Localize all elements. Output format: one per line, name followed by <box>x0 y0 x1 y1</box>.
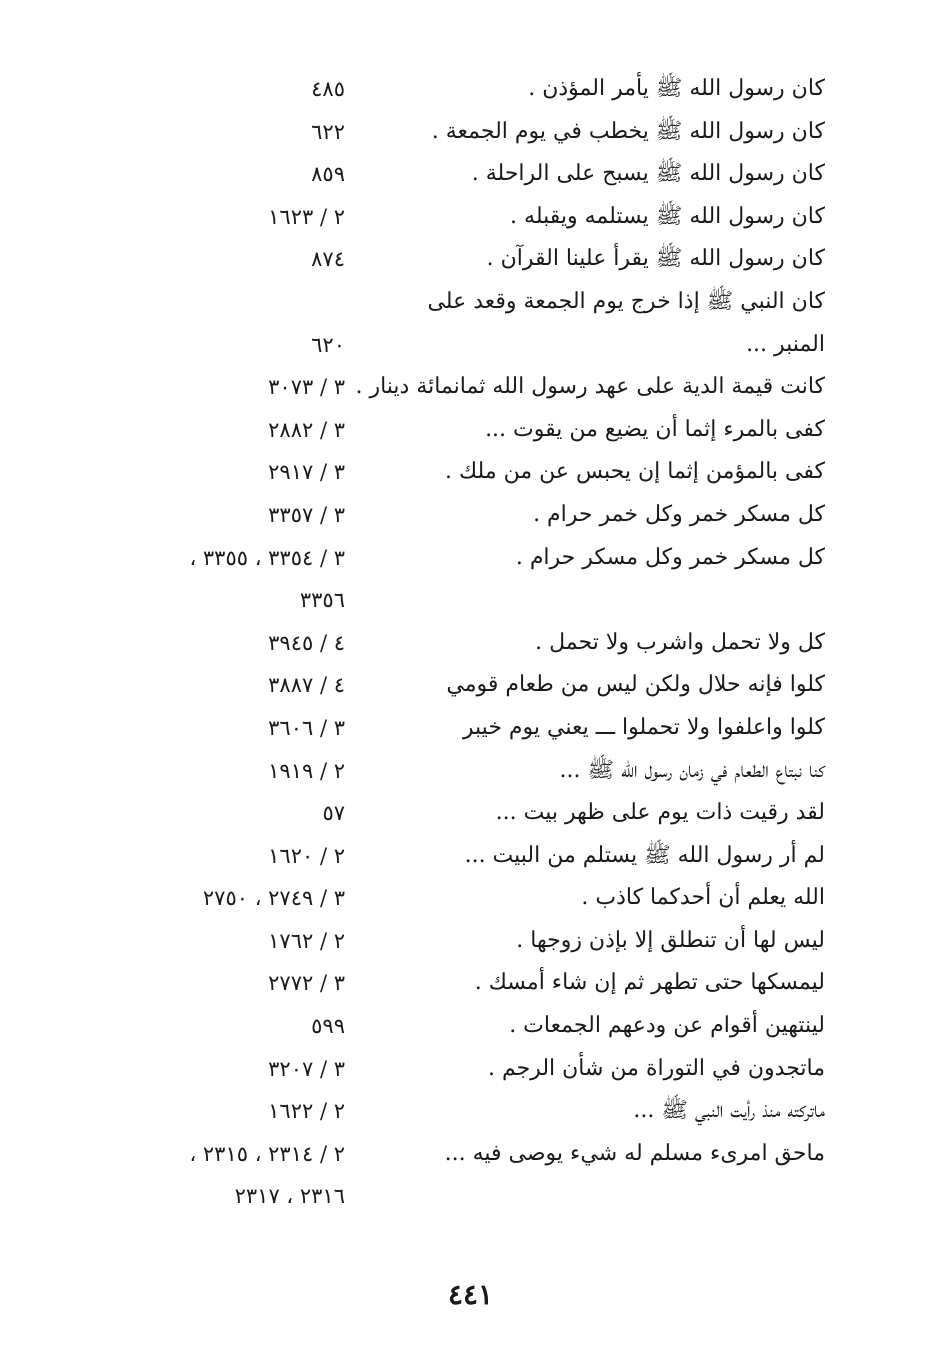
index-entry <box>0 920 941 963</box>
index-entry <box>0 451 941 494</box>
index-entry <box>0 835 941 878</box>
entry-reference: ٢ / ١٧٦٢ <box>268 928 345 953</box>
entry-text: كان رسول الله ﷺ يستلمه ويقبله . <box>510 203 825 229</box>
entry-text: كنا نبتاع الطعام في زمان رسول الله ﷺ ... <box>559 757 825 783</box>
index-entry <box>0 494 941 537</box>
entry-text: ماتجدون في التوراة من شأن الرجم . <box>487 1055 825 1081</box>
index-entry <box>0 324 941 367</box>
entry-text: كلوا واعلفوا ولا تحملوا ـــ يعني يوم خيبر <box>462 714 825 740</box>
entry-reference: ٣ / ٣٣٥٤ ، ٣٣٥٥ ، <box>189 545 345 570</box>
index-entry <box>0 1090 941 1133</box>
entry-text: كان النبي ﷺ إذا خرج يوم الجمعة وقعد على <box>427 288 825 314</box>
entry-reference: ٤٨٥ <box>311 77 345 101</box>
entry-reference: ٣ / ٣٠٧٣ <box>268 375 345 400</box>
entry-text: كان رسول الله ﷺ يقرأ علينا القرآن . <box>486 246 825 272</box>
entry-text: لم أر رسول الله ﷺ يستلم من البيت ... <box>464 842 825 868</box>
index-entry <box>0 111 941 154</box>
entry-reference: ٣ / ٢٩١٧ <box>268 460 345 485</box>
entry-reference: ٣ / ٢٧٤٩ ، ٢٧٥٠ <box>202 886 345 911</box>
entry-reference: ٤ / ٣٩٤٥ <box>268 630 345 655</box>
index-entry <box>0 68 941 111</box>
entry-reference: ٣ / ٣٦٠٦ <box>268 715 345 740</box>
entry-text: الله يعلم أن أحدكما كاذب . <box>581 885 825 911</box>
entry-text: المنبر ... <box>746 331 825 357</box>
index-entry <box>0 1133 941 1176</box>
entry-text: لقد رقيت ذات يوم على ظهر بيت ... <box>495 800 825 826</box>
entry-reference: ٣ / ٢٧٧٢ <box>268 971 345 996</box>
index-entry <box>0 409 941 452</box>
entry-reference: ٦٢٢ <box>311 119 345 144</box>
index-entry <box>0 664 941 707</box>
entry-text: ماحق امرىء مسلم له شيء يوصى فيه ... <box>444 1140 825 1166</box>
entry-text: كان رسول الله ﷺ يسبح على الراحلة . <box>471 161 825 187</box>
index-entry <box>0 1048 941 1091</box>
entry-text: كل ولا تحمل واشرب ولا تحمل . <box>535 629 825 655</box>
index-entry <box>0 1175 941 1218</box>
entry-reference: ٢٣١٦ ، ٢٣١٧ <box>234 1184 345 1209</box>
entry-text: كلوا فإنه حلال ولكن ليس من طعام قومي <box>446 672 825 698</box>
entry-text: لينتهين أقوام عن ودعهم الجمعات . <box>509 1013 825 1039</box>
entry-text: كفى بالمؤمن إثما إن يحبس عن من ملك . <box>445 459 825 485</box>
index-entry <box>0 1005 941 1048</box>
index-entry <box>0 750 941 793</box>
entry-reference: ٣ / ٣٣٥٧ <box>268 502 345 527</box>
index-entry <box>0 196 941 239</box>
index-entry <box>0 792 941 835</box>
entry-text: ماتركته منذ رأيت النبي ﷺ ... <box>633 1098 825 1124</box>
index-entry <box>0 962 941 1005</box>
entry-reference: ٢ / ٢٣١٤ ، ٢٣١٥ ، <box>189 1141 345 1166</box>
entry-reference: ٤ / ٣٨٨٧ <box>268 673 345 698</box>
entry-text: كل مسكر خمر وكل خمر حرام . <box>533 501 825 527</box>
entry-reference: ٨٧٤ <box>311 247 345 272</box>
index-entry <box>0 622 941 665</box>
entry-reference: ٥٧ <box>322 801 345 826</box>
entry-reference: ٣ / ٢٨٨٢ <box>268 417 345 442</box>
index-entry <box>0 238 941 281</box>
index-entry <box>0 877 941 920</box>
index-entry <box>0 366 941 409</box>
entry-reference: ٢ / ١٩١٩ <box>268 758 345 783</box>
entry-reference: ٣٣٥٦ <box>299 588 345 613</box>
entry-text: ليمسكها حتى تطهر ثم إن شاء أمسك . <box>474 970 825 996</box>
entry-reference: ٨٥٩ <box>311 162 345 187</box>
index-entry <box>0 153 941 196</box>
index-entry <box>0 281 941 324</box>
entry-text: كان رسول الله ﷺ يأمر المؤذن . <box>528 76 825 101</box>
index-entry <box>0 707 941 750</box>
index-entry <box>0 537 941 580</box>
entry-reference: ٢ / ١٦٢٢ <box>268 1099 345 1124</box>
entry-text: كل مسكر خمر وكل مسكر حرام . <box>515 544 825 570</box>
entry-text: كانت قيمة الدية على عهد رسول الله ثمانمائة دينار . <box>355 374 825 400</box>
entry-reference: ٢ / ١٦٢٠ <box>268 843 345 868</box>
entry-reference: ٣ / ٣٢٠٧ <box>268 1056 345 1081</box>
entry-text: كان رسول الله ﷺ يخطب في يوم الجمعة . <box>431 118 825 144</box>
index-entry <box>0 579 941 622</box>
hadith-index-list <box>0 68 941 1218</box>
entry-reference: ٥٩٩ <box>311 1014 345 1039</box>
entry-text: ليس لها أن تنطلق إلا بإذن زوجها . <box>516 927 825 953</box>
page-number: ٤٤١ <box>447 1278 494 1311</box>
entry-text: كفى بالمرء إثما أن يضيع من يقوت ... <box>485 416 825 442</box>
entry-reference: ٢ / ١٦٢٣ <box>268 204 345 229</box>
entry-reference: ٦٢٠ <box>311 332 345 357</box>
